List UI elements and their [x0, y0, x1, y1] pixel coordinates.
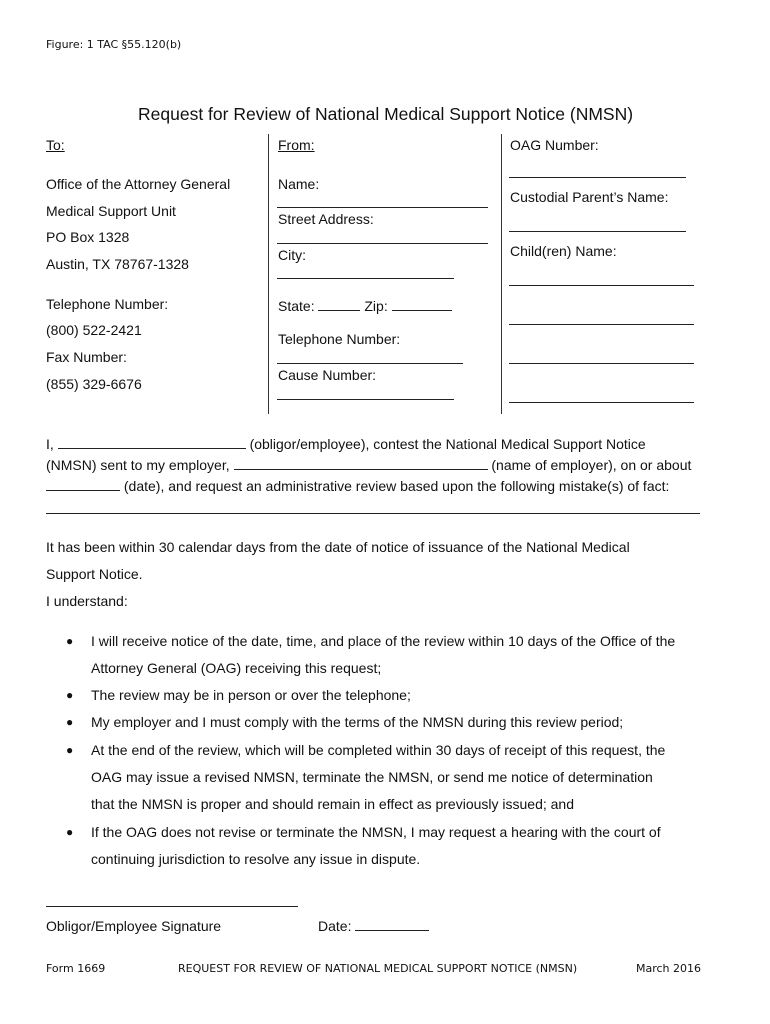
from-street-label: Street Address: [278, 211, 374, 227]
child-line-4[interactable] [509, 402, 694, 403]
from-city-label: City: [278, 247, 306, 263]
oag-number-label: OAG Number: [510, 137, 599, 153]
bullet-4-icon: ● [66, 743, 74, 757]
bullet-5-line-1: If the OAG does not revise or terminate the NMSN, I may request a hearing with the court of [91, 824, 661, 840]
footer-form-number: Form 1669 [46, 962, 106, 975]
from-phone-label: Telephone Number: [278, 331, 401, 347]
child-line-1[interactable] [509, 285, 694, 286]
from-heading: From: [278, 137, 315, 153]
bullet-4-line-2: OAG may issue a revised NMSN, terminate the NMSN, or send me notice of determination [91, 769, 653, 785]
child-line-2[interactable] [509, 324, 694, 325]
state-field-line[interactable] [318, 298, 360, 311]
signature-date-row [318, 918, 429, 934]
bullet-5-line-2: continuing jurisdiction to resolve any issue in dispute. [91, 851, 421, 867]
to-fax: (855) 329-6676 [46, 376, 142, 392]
children-label: Child(ren) Name: [510, 243, 617, 259]
state-zip-row [278, 298, 452, 314]
page-title: Request for Review of National Medical Support Notice (NMSN) [138, 104, 634, 124]
timing-line-2: Support Notice. [46, 566, 143, 582]
obligor-name-line[interactable] [58, 436, 246, 449]
to-line-3: PO Box 1328 [46, 229, 130, 245]
employer-name-line[interactable] [234, 457, 488, 470]
custodial-parent-label: Custodial Parent’s Name: [510, 189, 669, 205]
street-field-line[interactable] [277, 243, 488, 244]
city-field-line[interactable] [277, 278, 454, 279]
bullet-2-icon: ● [66, 688, 74, 702]
bullet-4-line-3: that the NMSN is proper and should remain in effect as previously issued; and [91, 796, 574, 812]
timing-line-1: It has been within 30 calendar days from the date of notice of issuance of the National Medical [46, 539, 630, 555]
figure-label: Figure: 1 TAC §55.120(b) [46, 38, 182, 51]
statement-line-1 [46, 436, 646, 452]
signature-label: Obligor/Employee Signature [46, 918, 222, 934]
statement-part-4: (name of employer), on or about [491, 457, 692, 473]
from-cause-label: Cause Number: [278, 367, 377, 383]
signature-date-label: Date: [318, 918, 352, 934]
name-field-line[interactable] [277, 207, 488, 208]
statement-part-3: (NMSN) sent to my employer, [46, 457, 230, 473]
footer-date: March 2016 [636, 962, 702, 975]
mistake-line[interactable] [46, 513, 700, 514]
from-name-label: Name: [278, 176, 320, 192]
understand-label: I understand: [46, 593, 128, 609]
bullet-1-icon: ● [66, 634, 74, 648]
from-state-label: State: [278, 298, 315, 314]
bullet-5-icon: ● [66, 825, 74, 839]
child-line-3[interactable] [509, 363, 694, 364]
to-fax-label: Fax Number: [46, 349, 127, 365]
phone-field-line[interactable] [277, 363, 463, 364]
statement-line-2 [46, 457, 691, 473]
custodial-parent-line[interactable] [509, 231, 686, 232]
oag-number-line[interactable] [509, 177, 686, 178]
bullet-3-line-1: My employer and I must comply with the terms of the NMSN during this review period; [91, 714, 624, 730]
signature-date-line[interactable] [355, 918, 429, 931]
to-heading: To: [46, 137, 65, 153]
from-zip-label: Zip: [364, 298, 388, 314]
statement-part-1: I, [46, 436, 54, 452]
footer-title: REQUEST FOR REVIEW OF NATIONAL MEDICAL SUPPORT NOTICE (NMSN) [178, 962, 578, 975]
bullet-1-line-1: I will receive notice of the date, time, and place of the review within 10 days of the Office of the [91, 633, 676, 649]
bullet-1-line-2: Attorney General (OAG) receiving this request; [91, 660, 382, 676]
statement-line-3 [46, 478, 669, 494]
to-phone-label: Telephone Number: [46, 296, 169, 312]
to-line-4: Austin, TX 78767-1328 [46, 256, 189, 272]
bullet-4-line-1: At the end of the review, which will be completed within 30 days of receipt of this request, the [91, 742, 666, 758]
bullet-2-line-1: The review may be in person or over the telephone; [91, 687, 411, 703]
statement-part-5: (date), and request an administrative review based upon the following mistake(s) of fact: [123, 478, 670, 494]
cause-field-line[interactable] [277, 399, 454, 400]
date-line[interactable] [46, 478, 120, 491]
to-line-1: Office of the Attorney General [46, 176, 231, 192]
statement-part-2: (obligor/employee), contest the National Medical Support Notice [249, 436, 646, 452]
bullet-3-icon: ● [66, 715, 74, 729]
signature-line[interactable] [46, 906, 298, 907]
column-divider-left [268, 134, 269, 414]
column-divider-right [501, 134, 502, 414]
zip-field-line[interactable] [392, 298, 452, 311]
to-phone: (800) 522-2421 [46, 322, 142, 338]
to-line-2: Medical Support Unit [46, 203, 176, 219]
